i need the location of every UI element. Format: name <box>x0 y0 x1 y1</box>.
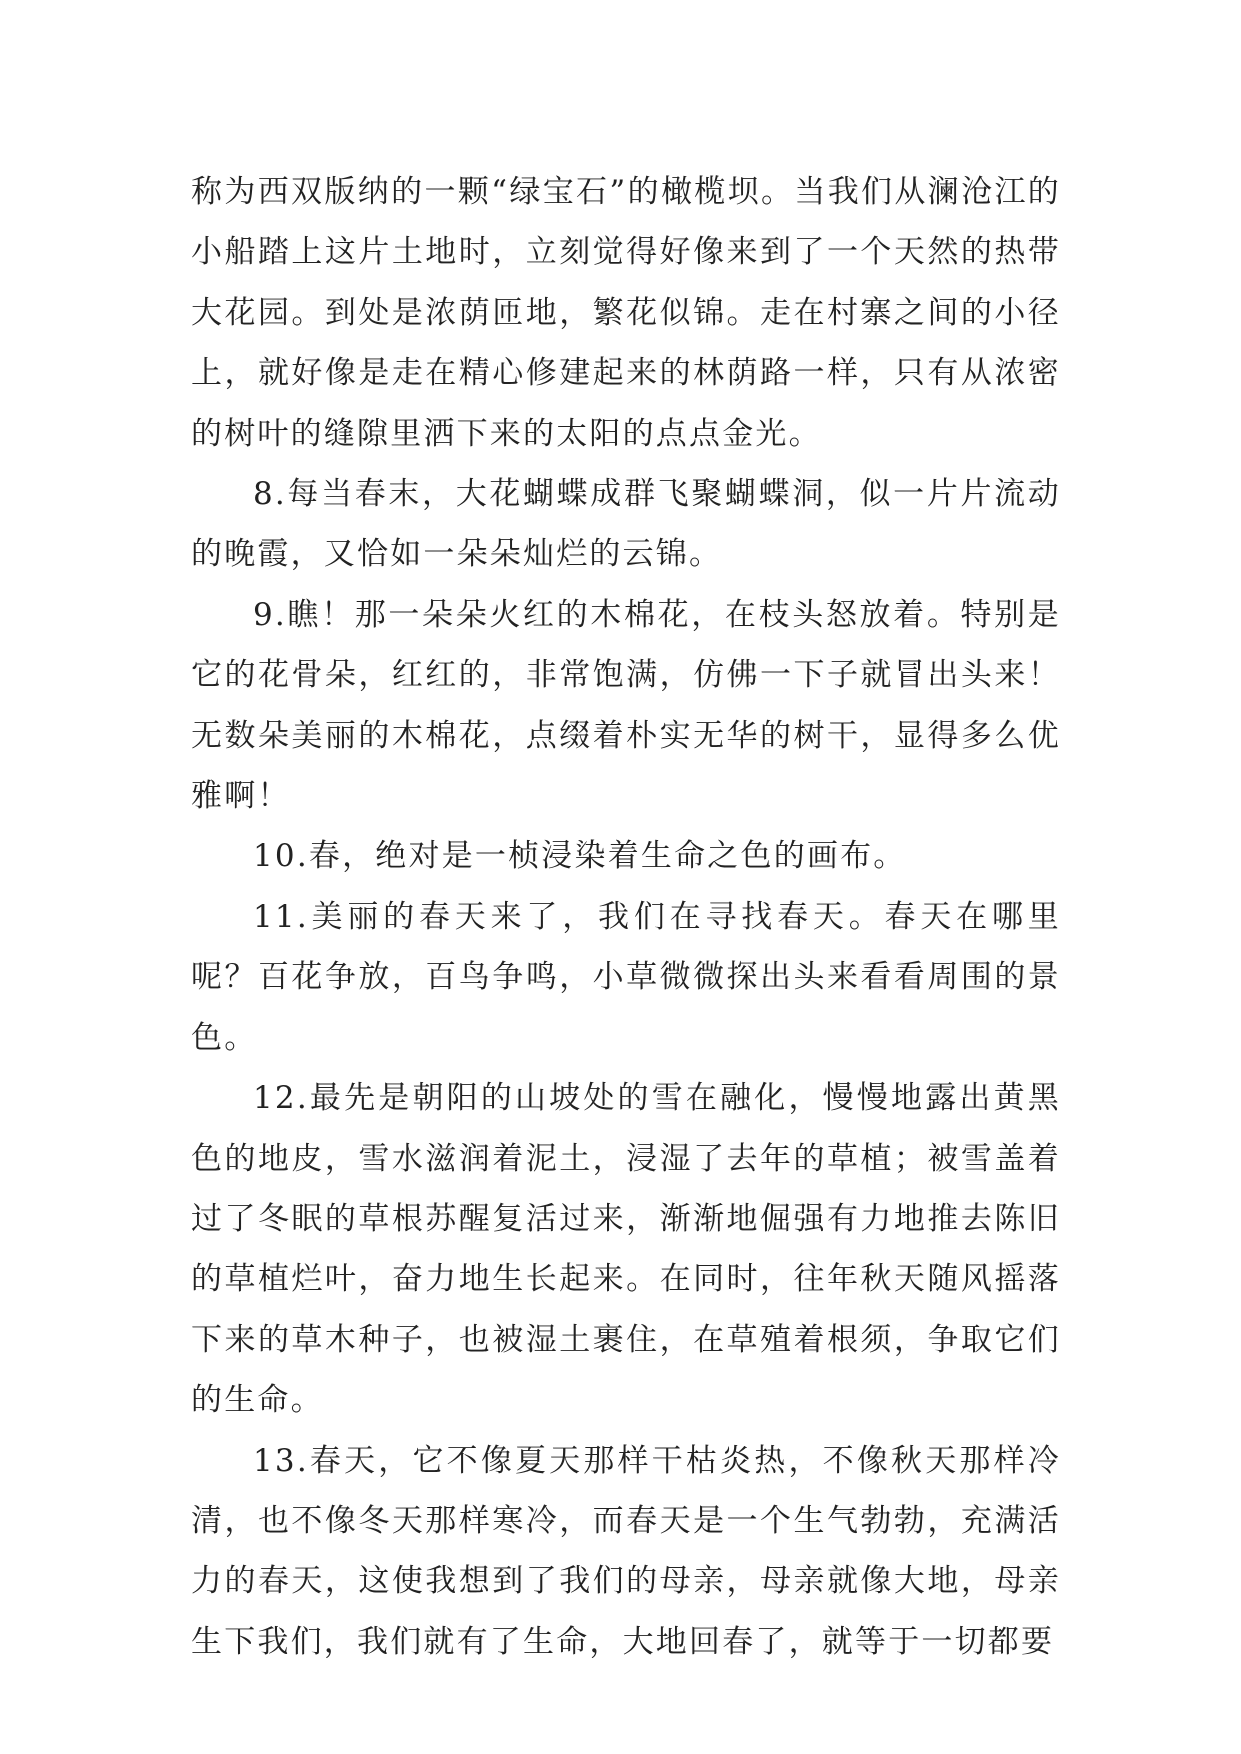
paragraph-continued: 称为西双版纳的一颗“绿宝石”的橄榄坝。当我们从澜沧江的小船踏上这片土地时，立刻觉得好像来到了一个天然的热带大花园。到处是浓荫匝地，繁花似锦。走在村寨之间的小径上，就好像是走在精心修建起来的林荫路一样，只有从浓密的树叶的缝隙里洒下来的太阳的点点金光。 <box>191 174 1061 452</box>
document-body <box>191 162 1061 1672</box>
paragraph-item-11: 11.美丽的春天来了，我们在寻找春天。春天在哪里呢？百花争放，百鸟争鸣，小草微微探出头来看看周围的景色。 <box>191 898 1061 1056</box>
paragraph-item-12: 12.最先是朝阳的山坡处的雪在融化，慢慢地露出黄黑色的地皮，雪水滋润着泥土，浸湿了去年的草植；被雪盖着过了冬眠的草根苏醒复活过来，渐渐地倔强有力地推去陈旧的草植烂叶，奋力地生长起来。在同时，往年秋天随风摇落下来的草木种子，也被湿土裹住，在草殖着根须，争取它们的生命。 <box>191 1080 1061 1419</box>
paragraph-item-9: 9.瞧！那一朵朵火红的木棉花，在枝头怒放着。特别是它的花骨朵，红红的，非常饱满，仿佛一下子就冒出头来！无数朵美丽的木棉花，点缀着朴实无华的树干，显得多么优雅啊！ <box>191 596 1061 815</box>
paragraph-item-8: 8.每当春末，大花蝴蝶成群飞聚蝴蝶洞，似一片片流动的晚霞，又恰如一朵朵灿烂的云锦。 <box>191 476 1061 573</box>
paragraph-item-13: 13.春天，它不像夏天那样干枯炎热，不像秋天那样冷清，也不像冬天那样寒冷，而春天是一个生气勃勃，充满活力的春天，这使我想到了我们的母亲，母亲就像大地，母亲生下我们，我们就有了生命，大地回春了，就等于一切都要 <box>191 1442 1061 1660</box>
paragraph-item-10: 10.春，绝对是一桢浸染着生命之色的画布。 <box>253 838 907 875</box>
